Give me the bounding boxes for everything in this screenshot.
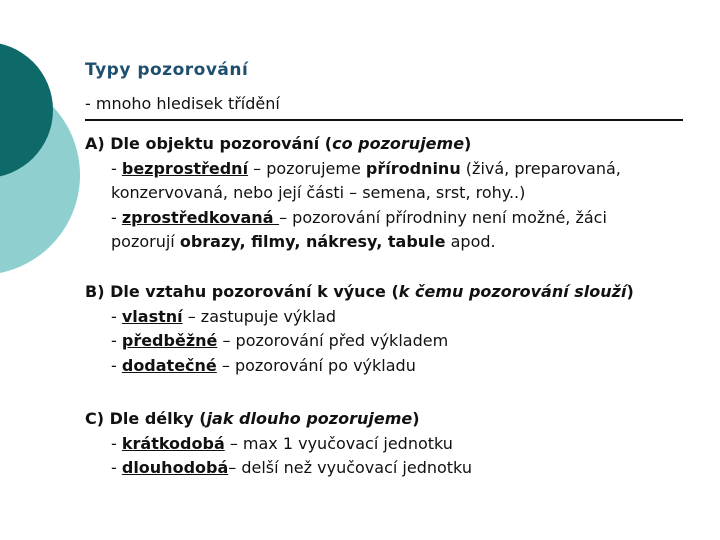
section-b-heading: B) Dle vztahu pozorování k výuce (k čemu pozorování slouží)	[85, 282, 634, 301]
section-b-item: - dodatečné – pozorování po výkladu	[111, 355, 416, 375]
decorative-circles	[0, 0, 80, 300]
section-a-item-2: - zprostředkovaná – pozorování přírodniny není možné, žáci pozorují obrazy, filmy, nákresy, tabule apod.	[111, 207, 607, 251]
section-c-heading: C) Dle délky (jak dlouho pozorujeme)	[85, 409, 420, 428]
section-a-item-1: - bezprostřední – pozorujeme přírodninu (živá, preparovaná, konzervovaná, nebo její části – semena, srst, rohy..)	[111, 158, 621, 202]
section-c-item: - krátkodobá – max 1 vyučovací jednotku	[111, 433, 453, 453]
section-c	[85, 407, 472, 481]
section-b-item: - vlastní – zastupuje výklad	[111, 306, 337, 326]
section-a	[85, 132, 621, 255]
subtitle: - mnoho hledisek třídění	[85, 94, 280, 113]
divider	[85, 119, 683, 121]
section-a-heading: A) Dle objektu pozorování (co pozorujeme)	[85, 134, 472, 153]
section-b	[85, 280, 634, 378]
section-c-item: - dlouhodobá– delší než vyučovací jednotku	[111, 458, 472, 477]
page-title: Typy pozorování	[85, 60, 249, 80]
circles-graphic	[0, 0, 80, 300]
section-b-item: - předběžné – pozorování před výkladem	[111, 331, 449, 350]
